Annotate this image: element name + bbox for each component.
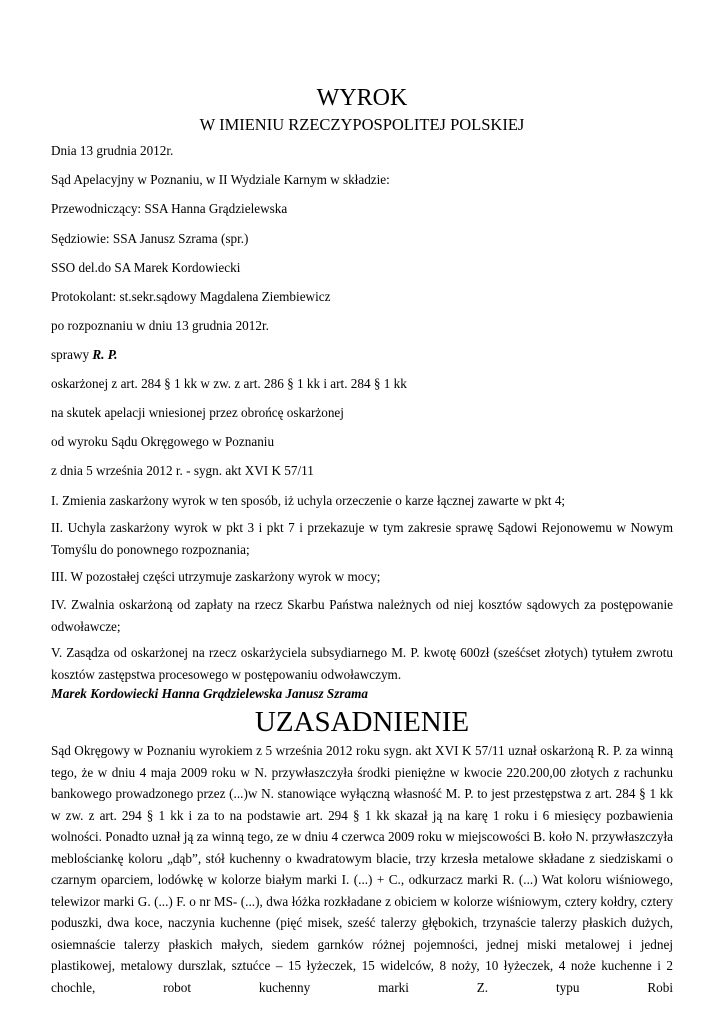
clerk-line: Protokolant: st.sekr.sądowy Magdalena Ziembiewicz: [51, 289, 331, 304]
ruling-item-2: II. Uchyla zaskarżony wyrok w pkt 3 i pkt 7 i przekazuje w tym zakresie sprawę Sądowi Rejonowemu w Nowym Tomyślu do ponownego rozpoznania;: [51, 520, 673, 557]
ruling-item-1: I. Zmienia zaskarżony wyrok w ten sposób, iż uchyla orzeczenie o karze łącznej zawarte w pkt 4;: [51, 493, 566, 508]
delegated-judge: SSO del.do SA Marek Kordowiecki: [51, 260, 241, 275]
appeal-line: na skutek apelacji wniesionej przez obrońcę oskarżonej: [51, 405, 344, 420]
presiding-judge: Przewodniczący: SSA Hanna Grądzielewska: [51, 201, 288, 216]
document-subtitle: W IMIENIU RZECZYPOSPOLITEJ POLSKIEJ: [199, 115, 525, 134]
judges-signatures: Marek Kordowiecki Hanna Grądzielewska Janusz Szrama: [51, 686, 368, 701]
ruling-item-4: IV. Zwalnia oskarżoną od zapłaty na rzecz Skarbu Państwa należnych od niej kosztów sądowych za postępowanie odwoławcze;: [51, 597, 673, 634]
judges-line: Sędziowie: SSA Janusz Szrama (spr.): [51, 231, 249, 246]
hearing-date: po rozpoznaniu w dniu 13 grudnia 2012r.: [51, 318, 269, 333]
lower-verdict-date: z dnia 5 września 2012 r. - sygn. akt XVI K 57/11: [51, 463, 314, 478]
justification-heading: UZASADNIENIE: [254, 706, 470, 738]
document-title: WYROK: [316, 85, 408, 111]
charge-line: oskarżonej z art. 284 § 1 kk w zw. z art. 286 § 1 kk i art. 284 § 1 kk: [51, 376, 407, 391]
case-prefix: sprawy: [51, 347, 93, 362]
defendant-name: R. P.: [92, 347, 118, 362]
court-composition: Sąd Apelacyjny w Poznaniu, w II Wydziale Karnym w składzie:: [51, 172, 390, 187]
ruling-item-5: V. Zasądza od oskarżonej na rzecz oskarżyciela subsydiarnego M. P. kwotę 600zł (sześćset złotych) tytułem zwrotu kosztów zastępstwa procesowego w postępowaniu odwoławczym.: [51, 645, 673, 682]
justification-paragraph: Sąd Okręgowy w Poznaniu wyrokiem z 5 września 2012 roku sygn. akt XVI K 57/11 uznał oskarżoną R. P. za winną tego, że w dniu 4 maja 2009 roku w N. przywłaszczyła środki pieniężne w kwocie 220.200,00 złotych z rachunku bankowego prowadzonego przez (...)w N. stanowiące wyłączną własność M. P. to jest przestępstwa z art. 284 § 1 kk w zw. z art. 294 § 1 kk i za to na podstawie art. 294 § 1 kk skazał ją na karę 1 roku i 6 miesięcy pozbawienia wolności. Ponadto uznał ją za winną tego, ze w dniu 4 czerwca 2009 roku w miejscowości B. koło N. przywłaszczyła meblościankę koloru „dąb”, stół kuchenny o kwadratowym blacie, trzy krzesła metalowe składane z siedziskami o czarnym oparciem, lodówkę w kolorze białym marki I. (...) + C., odkurzacz marki R. (...) Wat koloru wiśniowego, telewizor marki G. (...) F. o nr MS- (...), dwa łóżka rozkładane z obiciem w kolorze wiśniowym, cztery kołdry, cztery poduszki, dwa koce, naczynia kuchenne (pięć misek, sześć talerzy głębokich, trzynaście talerzy płaskich dużych, osiemnaście talerzy płaskich małych, siedem garnków różnej pojemności, jednej miski metalowej i jednej plastikowej, metalowy durszlak, sztućce – 15 łyżeczek, 15 widelców, 8 noży, 10 łyżeczek, 4 noże kuchenne i 2 chochle, robot kuchenny marki Z. typu Robi: [51, 743, 673, 996]
lower-court-line: od wyroku Sądu Okręgowego w Poznaniu: [51, 434, 275, 449]
verdict-date: Dnia 13 grudnia 2012r.: [51, 143, 174, 158]
ruling-item-3: III. W pozostałej części utrzymuje zaskarżony wyrok w mocy;: [51, 569, 381, 584]
case-line: [51, 347, 117, 363]
